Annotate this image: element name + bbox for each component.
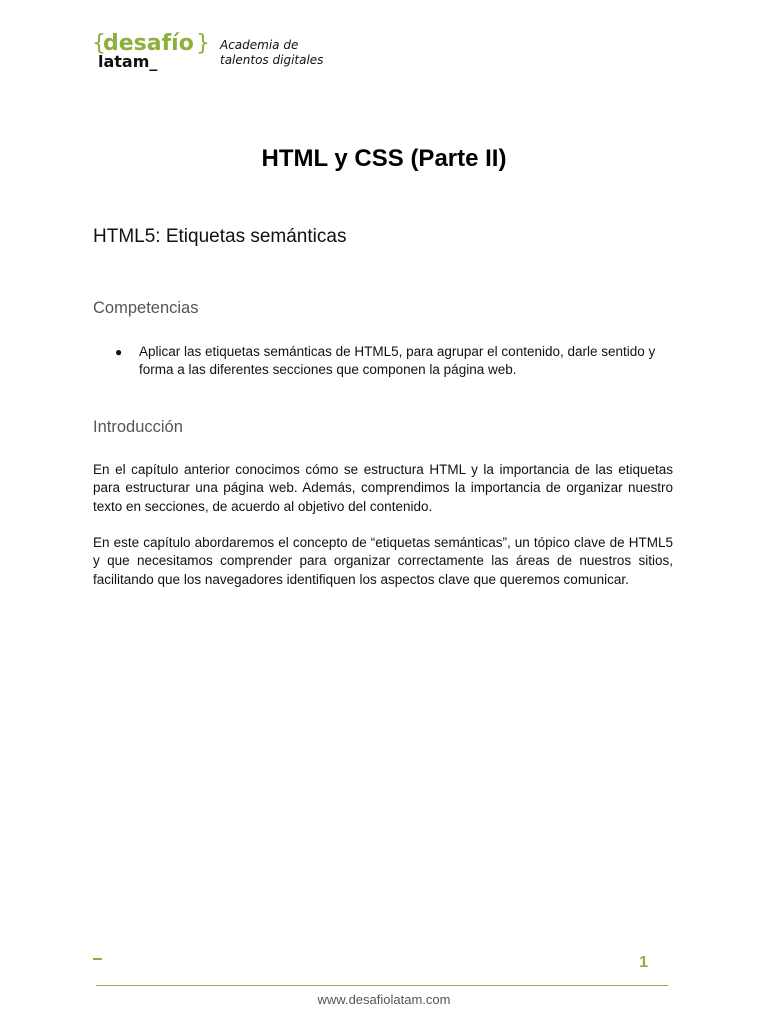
logo-tagline-line1: Academia de	[220, 38, 299, 52]
logo-tagline	[220, 38, 340, 68]
list-item	[93, 343, 683, 379]
logo-brace-close: }	[196, 31, 210, 56]
footer-url[interactable]: www.desafiolatam.com	[317, 992, 451, 1007]
list-item-text: Aplicar las etiquetas semánticas de HTML5, para agrupar el contenido, darle sentido y forma a las diferentes secciones que componen la página web.	[139, 344, 656, 377]
competencias-list	[93, 343, 683, 379]
document-subtitle: HTML5: Etiquetas semánticas	[93, 226, 347, 247]
logo-sub-wordmark: latam_	[98, 52, 158, 71]
bullet-icon: ●	[115, 345, 123, 359]
document-title: HTML y CSS (Parte II)	[261, 145, 507, 172]
page-number: 1	[639, 954, 648, 971]
footer-divider	[96, 985, 668, 986]
intro-paragraph-1: En el capítulo anterior conocimos cómo se estructura HTML y la importancia de las etiquetas para estructurar una página web. Además, comprendimos la importancia de organizar nuestro texto en secciones, de acuerdo al objetivo del contenido.	[93, 462, 673, 514]
logo-wordmark: desafío	[103, 31, 194, 56]
brand-logo	[92, 30, 332, 74]
introduccion-heading: Introducción	[93, 418, 183, 436]
logo-tagline-line2: talentos digitales	[220, 53, 324, 67]
logo-brace-open: {	[92, 31, 106, 56]
footer-dash	[93, 958, 102, 960]
intro-paragraph-2: En este capítulo abordaremos el concepto de “etiquetas semánticas”, un tópico clave de HTML5 y que necesitamos comprender para organizar correctamente las áreas de nuestros sitios, facilitando que los navegadores identifiquen los aspectos clave que queremos comunicar.	[93, 535, 673, 587]
competencias-heading: Competencias	[93, 299, 199, 317]
